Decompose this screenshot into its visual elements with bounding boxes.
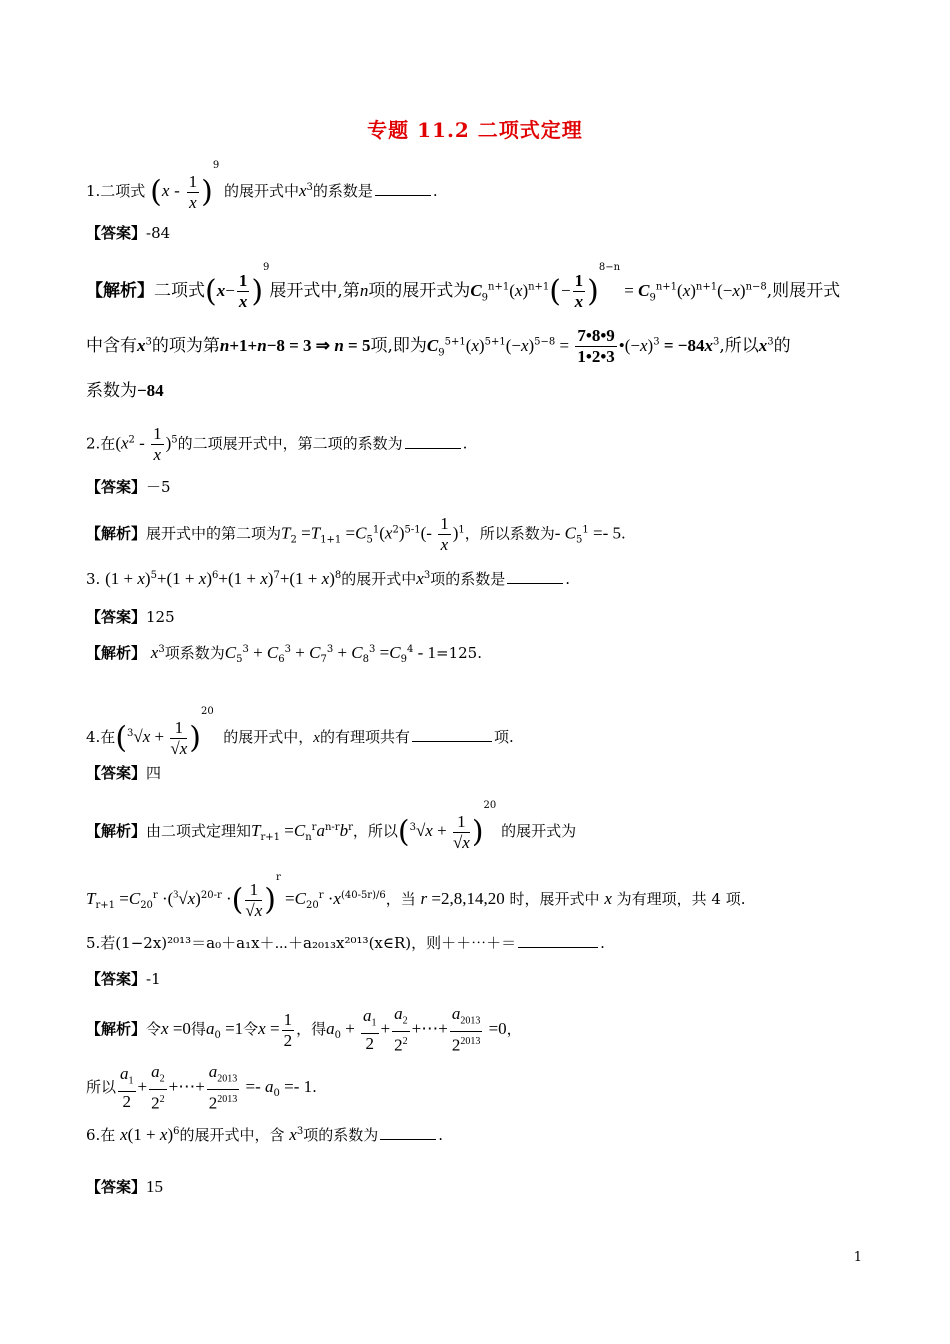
q2-answer: 【答案】－5: [86, 478, 171, 496]
q3-analysis: 【解析】 $x^3$项系数为$C_5^3 + C_6^3 + C_7^3 + C_8^3 =C_9^4 - 1=125$.: [86, 643, 482, 665]
q1-answer: 【答案】-84: [86, 224, 171, 242]
q4-blank: [412, 727, 492, 742]
q3-suffix: 的展开式中: [341, 570, 417, 588]
q5-analysis-line2: 所以 $\frac{a_1}{2}$ + $\frac{a_2}{2^2}$ +⋯+ $\frac{a_{2013}}{2^{2013}}$ =- $a_0 =- 1$.: [86, 1062, 317, 1114]
q1-fraction: $\frac{1}{x}$: [188, 171, 198, 212]
question-5: 5.若(1−2x)²⁰¹³＝a₀＋a₁x＋⋯＋a₂₀₁₃x²⁰¹³(x∈R)，则＋＋⋯＋＝ .: [86, 934, 605, 952]
q5-answer: 【答案】-1: [86, 970, 161, 988]
q6-suffix2: 项的系数为: [303, 1126, 379, 1144]
q1-answer-value: -84: [146, 224, 171, 242]
q5-answer-value: -1: [146, 970, 161, 988]
q3-answer: 【答案】125: [86, 608, 175, 626]
question-3: 3. $(1 + x)^5+(1 + x)^6+(1 + x)^7+(1 + x)^8$的展开式中$x^3$项的系数是 .: [86, 569, 570, 588]
q3-prefix: 3.: [86, 570, 101, 588]
q4-analysis-line2: $T_{r+1} =C_{20}^r \cdot(^3√x)^{20-r}$ ·( $\frac{1}{√x}$ )$^r =C_{20}^r \cdot x^{(40-5r)/6}$，当 r =2,8,14,20 时，展开式中 x 为有理项，共 4 项.: [86, 872, 746, 920]
question-2: 2.在($x^2$ - $\frac{1}{x}$ )$^5$的二项展开式中，第二项的系数为 .: [86, 424, 468, 464]
question-1: 1.二项式 (x - $\frac{1}{x}$ )$^9$ 的展开式中$x^3$的系数是 .: [86, 160, 438, 212]
q5-blank: [518, 933, 598, 948]
q1-analysis-line3: 系数为−84: [86, 381, 164, 401]
page-number: 1: [853, 1250, 862, 1265]
q1-suffix: 的展开式中: [223, 182, 299, 200]
q6-prefix: 6.在: [86, 1126, 116, 1144]
page-title: 专题 11.2 二项式定理: [367, 118, 583, 142]
question-6: 6.在 $x(1 + x)^6$的展开式中，含 $x^3$项的系数为 .: [86, 1125, 443, 1144]
q3-answer-value: 125: [146, 608, 175, 626]
q1-prefix: 1.二项式: [86, 182, 146, 200]
q2-suffix: 的二项展开式中，第二项的系数为: [177, 434, 403, 453]
q6-suffix: 的展开式中，含: [179, 1126, 285, 1144]
q1-analysis-line2: 中含有$x^3$的项为第n+1+n−8 = 3 ⇒ n = 5项,即为$C_9^{5+1}(x)^{5+1}(-x)^{5-8}$ = $\frac{7•8•9}{1•2•3}$ $•(-x)^3 = -84x^3$,所以$x^3$的: [86, 326, 791, 366]
q1-suffix2: 的系数是: [312, 182, 373, 200]
q4-suffix: 的展开式中，: [223, 728, 314, 746]
q4-answer-value: 四: [146, 764, 162, 782]
q2-answer-value: －5: [146, 478, 171, 496]
question-4: 4.在($^3$√x + $\frac{1}{√x}$ )$^{20}$ 的展开式中，x的有理项共有 项.: [86, 706, 514, 758]
q5-analysis-line1: 【解析】令x =0得$a_0 =1$令x = $\frac{1}{2}$ ，得$a_0$ + $\frac{a_1}{2}$ + $\frac{a_2}{2^2}$ +⋯+ $\frac{a_{2013}}{2^{2013}}$ =0，: [86, 1004, 522, 1056]
q2-blank: [405, 434, 461, 449]
q4-prefix: 4.在: [86, 728, 116, 746]
q2-analysis: 【解析】展开式中的第二项为$T_2 =T_{1+1} =C_5^1(x^2)^{5-1}(-$ $\frac{1}{x}$ )$^1$，所以系数为- $C_5^1 =- 5$.: [86, 514, 626, 554]
q1-analysis-line1: 【解析】二项式(x− $\frac{1}{x}$ )$^9$展开式中,第n项的展开式为$C_9^{n+1}(x)^{n+1}(-$ $\frac{1}{x}$ )$^{8-n} = C_9^{n+1}(x)^{n+1}(-x)^{n-8}$,则展开式: [86, 262, 841, 311]
q3-suffix2: 项的系数是: [430, 570, 506, 588]
q5-text: 5.若(1−2x)²⁰¹³＝a₀＋a₁x＋⋯＋a₂₀₁₃x²⁰¹³(x∈R)，则＋＋⋯＋＝: [86, 934, 517, 952]
q6-answer-value: 15: [146, 1177, 164, 1196]
q2-prefix: 2.在: [86, 434, 116, 453]
q3-blank: [507, 569, 563, 584]
q6-answer: 【答案】15: [86, 1177, 164, 1196]
q4-analysis-line1: 【解析】由二项式定理知$T_{r+1} =C_n^ra^{n-r}b^r$，所以($^3$√x + $\frac{1}{√x}$ )$^{20}$ 的展开式为: [86, 800, 577, 852]
q4-answer: 【答案】四: [86, 764, 162, 782]
q1-blank: [375, 181, 431, 196]
q6-blank: [380, 1125, 436, 1140]
